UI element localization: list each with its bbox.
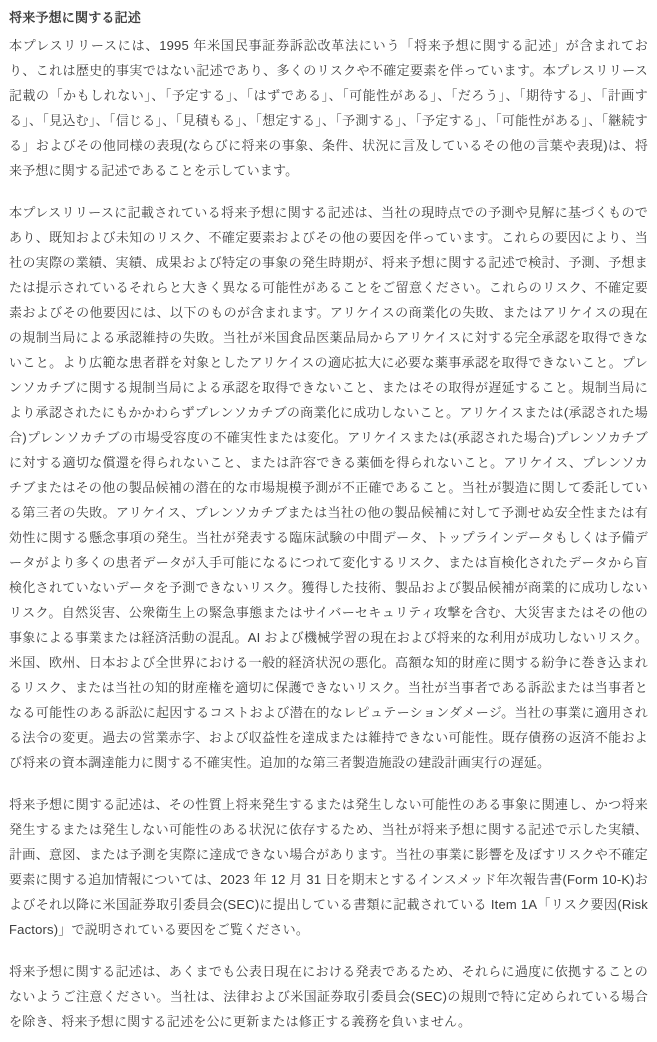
document-title: 将来予想に関する記述 bbox=[9, 10, 142, 25]
paragraph-no-update-obligation: 将来予想に関する記述は、あくまでも公表日現在における発表であるため、それらに過度に依拠することのないようご注意ください。当社は、法律および米国証券取引委員会(SEC)の規則で特に定められている場合を除き、将来予想に関する記述を公に更新または修正する義務を負いません。 bbox=[9, 964, 648, 1029]
paragraph-risk-factors-list: 本プレスリリースに記載されている将来予想に関する記述は、当社の現時点での予測や見解に基づくものであり、既知および未知のリスク、不確定要素およびその他の要因を伴っています。これらの要因により、当社の実際の業績、実績、成果および特定の事象の発生時期が、将来予想に関する記述で検討、予測、予想または提示されているそれらと大きく異なる可能性があることをご留意ください。これらのリスク、不確定要素およびその他要因には、以下のものが含まれます。アリケイスの商業化の失敗、またはアリケイスの現在の規制当局による承認維持の失敗。当社が米国食品医薬品局からアリケイスに対する完全承認を取得できないこと。より広範な患者群を対象としたアリケイスの適応拡大に必要な薬事承認を取得できないこと。プレンソカチブに関する規制当局による承認を取得できないこと、またはその取得が遅延すること。規制当局により承認されたにもかかわらずプレンソカチブの商業化に成功しないこと。アリケイスまたは(承認された場合)プレンソカチブの市場受容度の不確実性または変化。アリケイスまたは(承認された場合)プレンソカチブに対する適切な償還を得られないこと、または許容できる薬価を得られないこと。アリケイス、プレンソカチブまたはその他の製品候補の潜在的な市場規模予測が不正確であること。当社が製造に関して委託している第三者の失敗。アリケイス、プレンソカチブまたは当社の他の製品候補に対して予測せぬ安全性または有効性に関する懸念事項の発生。当社が発表する臨床試験の中間データ、トップラインデータもしくは予備データがより多くの患者データが入手可能になるにつれて変化するリスク、または盲検化されたデータから盲検化されていないデータを予測できないリスク。獲得した技術、製品および製品候補が商業的に成功しないリスク。自然災害、公衆衛生上の緊急事態またはサイバーセキュリティ攻撃を含む、大災害またはその他の事象による事業または経済活動の混乱。AI および機械学習の現在および将来的な利用が成功しないリスク。米国、欧州、日本および全世界における一般的経済状況の悪化。高額な知的財産に関する紛争に巻き込まれるリスク、または当社の知的財産権を適切に保護できないリスク。当社が当事者である訴訟または当事者となる可能性のある訴訟に起因するコストおよび潜在的なレピュテーションダメージ。当社の事業に適用される法令の変更。過去の営業赤字、および収益性を達成または維持できない可能性。既存債務の返済不能および将来の資本調達能力に関する不確実性。追加的な第三者製造施設の建設計画実行の遅延。 bbox=[9, 205, 648, 770]
paragraph-forward-looking-definition: 本プレスリリースには、1995 年米国民事証券訴訟改革法にいう「将来予想に関する記述」が含まれており、これは歴史的事実ではない記述であり、多くのリスクや不確定要素を伴っています。本プレスリリース記載の「かもしれない」、「予定する」、「はずである」、「可能性がある」、「だろう」、「期待する」、「計画する」、「見込む」、「信じる」、「見積もる」、「想定する」、「予測する」、「予定する」、「可能性がある」、「継続する」およびその他同様の表現(ならびに将来の事象、条件、状況に言及しているその他の言葉や表現)は、将来予想に関する記述であることを示しています。 bbox=[9, 38, 648, 178]
paragraph-additional-information: 将来予想に関する記述は、その性質上将来発生するまたは発生しない可能性のある事象に関連し、かつ将来発生するまたは発生しない可能性のある状況に依存するため、当社が将来予想に関する記述で示した実績、計画、意図、または予測を実際に達成できない場合があります。当社の事業に影響を及ぼすリスクや不確定要素に関する追加情報については、2023 年 12 月 31 日を期末とするインスメッド年次報告書(Form 10-K)およびそれ以降に米国証券取引委員会(SEC)に提出している書類に記載されている Item 1A「リスク要因(Risk Factors)」で説明されている要因をご覧ください。 bbox=[9, 797, 648, 937]
